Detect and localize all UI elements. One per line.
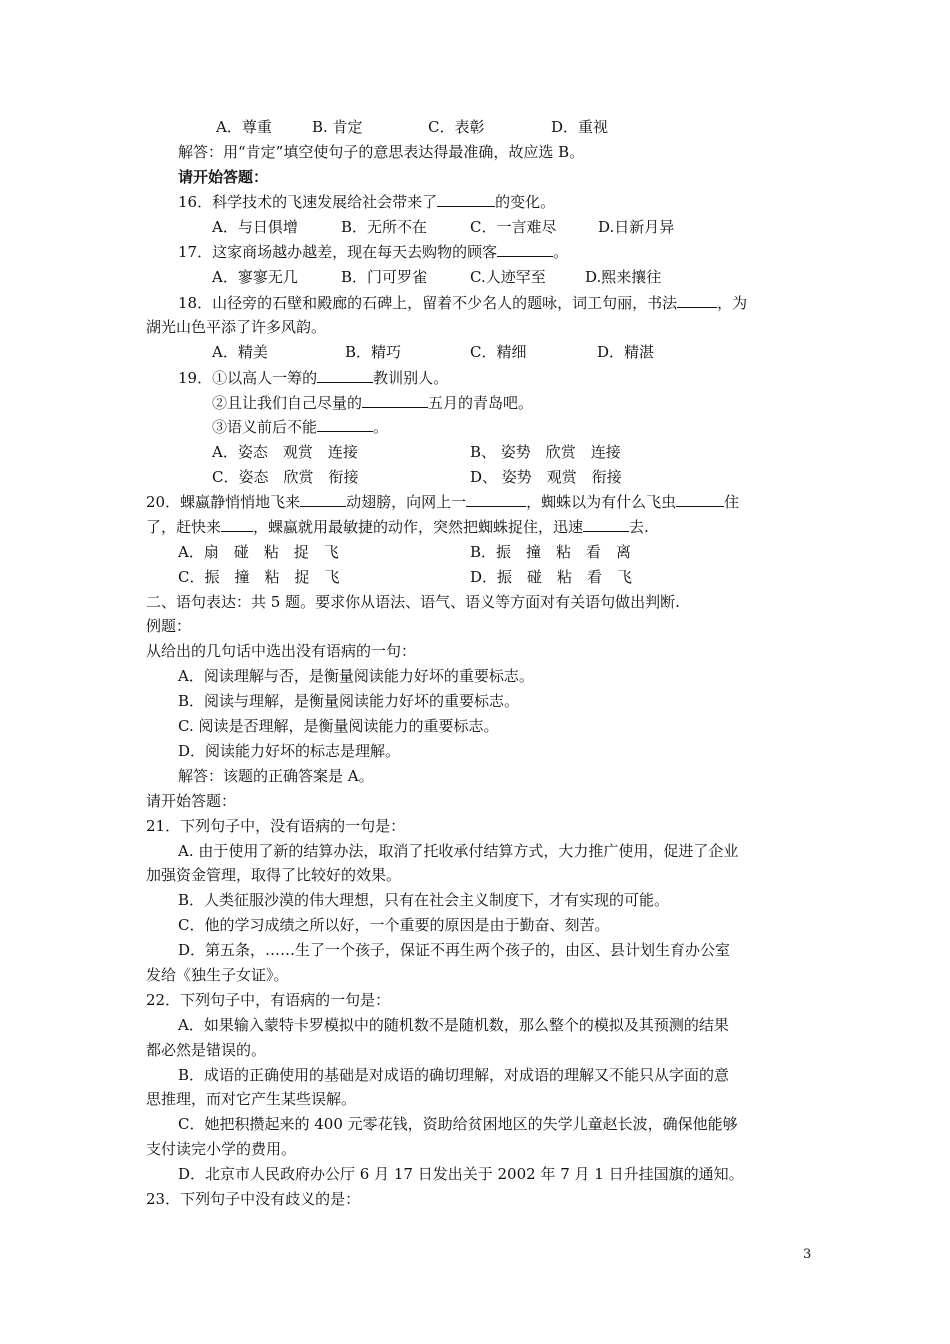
q17-option-a: A．寥寥无几 [212, 268, 298, 286]
q19-sentence-3 [212, 416, 388, 438]
q18-stem-line2: 湖光山色平添了许多风韵。 [146, 318, 327, 336]
example-options-row [0, 116, 950, 138]
q21-option-d-line-1: D．第五条，……生了一个孩子，保证不再生两个孩子的，由区、县计划生育办公室 [178, 941, 731, 959]
q20-blank-5 [583, 516, 629, 532]
q16-stem [178, 191, 555, 213]
q19-option-c: C．姿态 欣赏 衔接 [212, 468, 359, 486]
q20-line-2 [146, 516, 649, 538]
q19-s2-text: ②且让我们自己尽量的 [212, 394, 363, 412]
section-2-example-option-a: A．阅读理解与否，是衡量阅读能力好坏的重要标志。 [178, 667, 534, 685]
q20-options-row-1 [0, 541, 950, 563]
q19-s3-text: ③语义前后不能 [212, 418, 318, 436]
section-2-example-option-c: C. 阅读是否理解，是衡量阅读能力的重要标志。 [178, 717, 499, 735]
q22-stem: 22．下列句子中，有语病的一句是： [146, 991, 391, 1009]
q20-blank-3 [676, 491, 724, 507]
q20-l1-text-a: 20．蜾蠃静悄悄地飞来 [146, 493, 301, 511]
q19-options-row-2 [0, 466, 950, 488]
q17-blank [497, 241, 553, 257]
example-option-d: D．重视 [551, 118, 609, 136]
q21-option-a-line-2: 加强资金管理，取得了比较好的效果。 [146, 866, 402, 884]
q22-option-b-line-2: 思推理，而对它产生某些误解。 [146, 1090, 357, 1108]
q17-stem-text: 17．这家商场越办越差，现在每天去购物的顾客 [178, 243, 498, 261]
q19-options-row-1 [0, 441, 950, 463]
q20-option-c: C．振 撞 粘 捉 飞 [178, 568, 340, 586]
q16-option-b: B．无所不在 [341, 218, 428, 236]
q16-stem-end: 的变化。 [495, 193, 556, 211]
start-answering-label: 请开始答题： [178, 168, 269, 186]
q22-option-a-line-2: 都必然是错误的。 [146, 1041, 267, 1059]
q18-stem-end: ，为 [717, 294, 748, 312]
q20-blank-4 [221, 516, 253, 532]
q21-option-d-line-2: 发给《独生子女证》。 [146, 966, 289, 984]
q19-blank-2 [362, 392, 428, 408]
q19-s1-text: 19．①以高人一筹的 [178, 369, 318, 387]
section-2-example-option-d: D．阅读能力好坏的标志是理解。 [178, 742, 401, 760]
q19-option-d: D、 姿势 观赏 衔接 [470, 468, 622, 486]
q22-option-a-line-1: A．如果输入蒙特卡罗模拟中的随机数不是随机数，那么整个的模拟及其预测的结果 [178, 1016, 729, 1034]
q19-blank-1 [317, 367, 373, 383]
q19-s1-end: 教训别人。 [373, 369, 449, 387]
q22-option-d: D．北京市人民政府办公厅 6 月 17 日发出关于 2002 年 7 月 1 日升挂国旗的通知。 [178, 1165, 744, 1183]
q20-option-d: D．振 碰 粘 看 飞 [470, 568, 633, 586]
q17-options-row [0, 266, 950, 288]
q20-line-1 [146, 491, 739, 513]
q16-stem-text: 16．科学技术的飞速发展给社会带来了 [178, 193, 438, 211]
q22-option-b-line-1: B．成语的正确使用的基础是对成语的确切理解，对成语的理解又不能只从字面的意 [178, 1066, 730, 1084]
q19-option-b: B、 姿势 欣赏 连接 [470, 443, 621, 461]
q16-options-row [0, 216, 950, 238]
q16-option-a: A．与日俱增 [212, 218, 298, 236]
q21-option-b: B．人类征服沙漠的伟大理想，只有在社会主义制度下，才有实现的可能。 [178, 891, 670, 909]
q20-blank-1 [300, 491, 346, 507]
q18-stem-text: 18．山径旁的石壁和殿廊的石碑上，留着不少名人的题咏，词工句丽，书法 [178, 294, 678, 312]
q20-l2-text-b: ，蜾蠃就用最敏捷的动作，突然把蜘蛛捉住，迅速 [253, 518, 584, 536]
q19-option-a: A．姿态 观赏 连接 [212, 443, 358, 461]
section-2-heading: 二、语句表达：共 5 题。要求你从语法、语气、语义等方面对有关语句做出判断. [146, 593, 680, 611]
q18-options-row [0, 341, 950, 363]
q20-blank-2 [466, 491, 526, 507]
q18-blank [677, 292, 717, 308]
q18-option-b: B．精巧 [345, 343, 402, 361]
q19-blank-3 [317, 416, 373, 432]
q20-l1-text-b: 动翅膀，向网上一 [346, 493, 467, 511]
q23-stem: 23．下列句子中没有歧义的是： [146, 1190, 361, 1208]
q18-option-c: C．精细 [470, 343, 527, 361]
q16-blank [437, 191, 495, 207]
q20-options-row-2 [0, 566, 950, 588]
q19-s2-end: 五月的青岛吧。 [428, 394, 534, 412]
q16-option-c: C．一言难尽 [470, 218, 557, 236]
example-answer: 解答：用“肯定”填空使句子的意思表达得最准确，故应选 B。 [178, 143, 585, 161]
q20-l1-text-c: ，蜘蛛以为有什么飞虫 [526, 493, 677, 511]
q21-option-a-line-1: A. 由于使用了新的结算办法，取消了托收承付结算方式，大力推广使用，促进了企业 [178, 842, 739, 860]
q17-option-c: C.人迹罕至 [470, 268, 546, 286]
q19-sentence-2 [212, 392, 533, 414]
section-2-example-label: 例题： [146, 617, 192, 635]
q20-option-b: B．振 撞 粘 看 离 [470, 543, 632, 561]
q21-option-c: C．他的学习成绩之所以好，一个重要的原因是由于勤奋、刻苦。 [178, 916, 610, 934]
example-option-c: C．表彰 [428, 118, 485, 136]
q17-option-d: D.熙来攘往 [585, 268, 662, 286]
example-option-b: B. 肯定 [312, 118, 363, 136]
section-2-example-option-b: B．阅读与理解，是衡量阅读能力好坏的重要标志。 [178, 692, 520, 710]
section-2-example-answer: 解答：该题的正确答案是 A。 [178, 767, 374, 785]
q18-option-a: A．精美 [212, 343, 268, 361]
example-option-a: A．尊重 [216, 118, 272, 136]
q19-s3-end: 。 [373, 418, 389, 436]
q22-option-c-line-2: 支付读完小学的费用。 [146, 1140, 297, 1158]
q18-option-d: D．精湛 [597, 343, 655, 361]
q18-stem [178, 292, 747, 314]
q20-l2-text-a: 了，赶快来 [146, 518, 222, 536]
q20-option-a: A．扇 碰 粘 捉 飞 [178, 543, 339, 561]
q17-stem-end: 。 [553, 243, 569, 261]
page-number: 3 [803, 1247, 812, 1262]
q21-stem: 21．下列句子中，没有语病的一句是： [146, 817, 406, 835]
q20-l2-text-c: 去. [629, 518, 649, 536]
q22-option-c-line-1: C．她把积攒起来的 400 元零花钱，资助给贫困地区的失学儿童赵长波，确保他能够 [178, 1115, 738, 1133]
q16-option-d: D.日新月异 [598, 218, 675, 236]
section-2-instruction: 从给出的几句话中选出没有语病的一句： [146, 642, 417, 660]
q17-stem [178, 241, 568, 263]
q17-option-b: B．门可罗雀 [341, 268, 428, 286]
q19-sentence-1 [178, 367, 448, 389]
section-2-start-label: 请开始答题： [146, 792, 237, 810]
q20-l1-text-d: 住 [724, 493, 740, 511]
